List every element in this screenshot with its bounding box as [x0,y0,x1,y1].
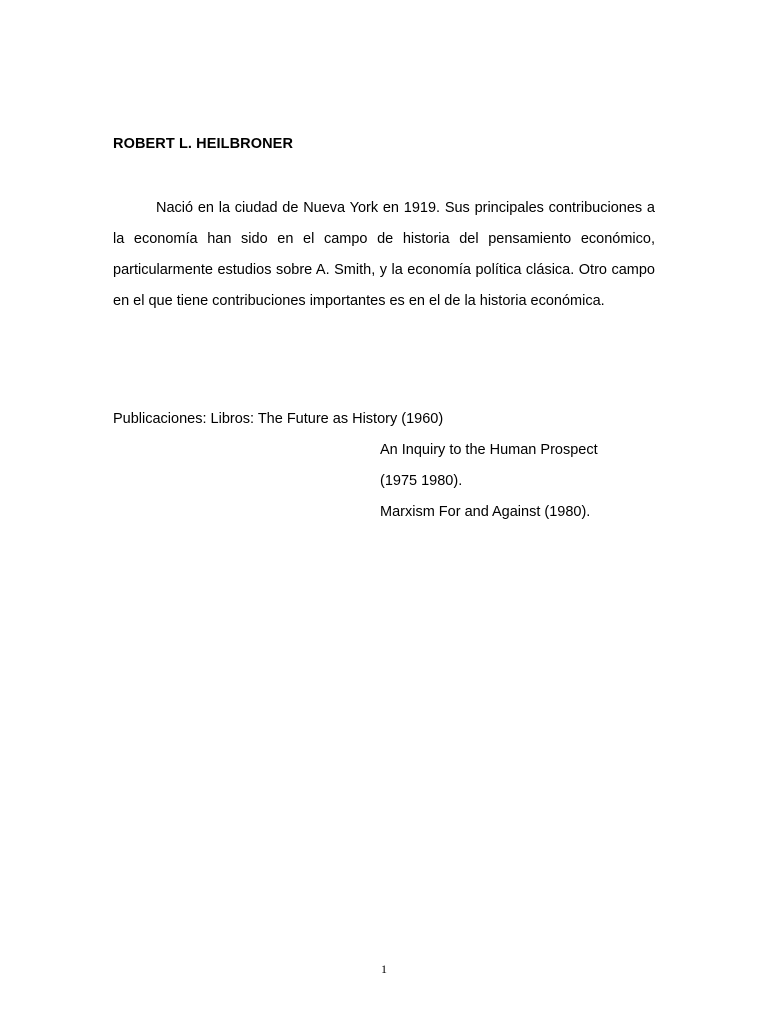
author-heading: ROBERT L. HEILBRONER [113,136,294,152]
publication-item: Marxism For and Against (1980). [380,504,591,520]
publications-first-line: Publicaciones: Libros: The Future as History (1960) [113,411,444,427]
author-bio-paragraph: Nació en la ciudad de Nueva York en 1919. Sus principales contribuciones a la economía han sido en el campo de historia del pensamiento económico, particularmente estudios sobre A. Smith, y la economía política clásica. Otro campo en el que tiene contribuciones importantes es en el de la historia económica. [113,200,655,309]
page-number: 1 [381,962,387,976]
publication-item: An Inquiry to the Human Prospect [380,442,598,458]
publication-item: (1975 1980). [380,473,463,489]
